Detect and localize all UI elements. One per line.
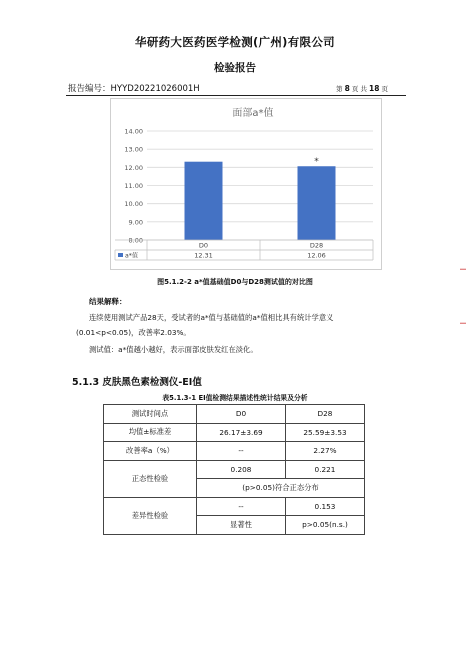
y-tick-label: 9.00 (128, 218, 143, 227)
conclusion-paragraph-1: 连续使用测试产品28天，受试者的a*值与基础值的a*值相比具有统计学意义 (89, 313, 334, 322)
bar-chart (111, 99, 381, 269)
table-cell: -- (197, 442, 286, 461)
table-cell: 26.17±3.69 (197, 423, 286, 442)
table-cell: 差异性检验 (104, 497, 197, 534)
table-cell: 显著性 (197, 516, 286, 535)
data-label: 12.31 (194, 251, 213, 260)
significance-marker: * (314, 157, 319, 168)
table-header-cell: D28 (286, 405, 365, 424)
page-total: 18 (369, 84, 380, 93)
table-row (104, 442, 365, 461)
chart-data-table (115, 240, 373, 260)
figure-caption: 图5.1.2-2 a*值基础值D0与D28测试值的对比图 (157, 278, 313, 286)
y-tick-label: 13.00 (124, 145, 143, 154)
table-cell: 0.208 (197, 460, 286, 479)
y-tick-label: 12.00 (124, 163, 143, 172)
chart-container (110, 98, 382, 270)
document-title: 检验报告 (214, 62, 256, 74)
table-cell: 正态性检验 (104, 460, 197, 497)
header-divider (66, 95, 406, 96)
y-tick-label: 10.00 (124, 200, 143, 209)
y-axis-ticks (124, 128, 143, 245)
page-number: 8 (344, 84, 350, 93)
table-row (104, 405, 365, 424)
table-cell: 均值±标准差 (104, 423, 197, 442)
ei-stats-table (103, 404, 365, 535)
table-cell: p>0.05(n.s.) (286, 516, 365, 535)
page-mid: 页 共 (351, 85, 367, 93)
table-header-cell: 测试时间点 (104, 405, 197, 424)
conclusion-title: 结果解释： (89, 297, 127, 306)
report-number: 报告编号：HYYD20221026001H (68, 84, 200, 94)
table-row (104, 497, 365, 516)
legend-swatch (118, 253, 123, 257)
table-row (104, 423, 365, 442)
table-row (104, 460, 365, 479)
table-caption: 表5.1.3-1 EI值检测结果描述性统计结果及分析 (162, 394, 308, 402)
page-suffix: 页 (381, 85, 389, 93)
table-cell: -- (197, 497, 286, 516)
bar-d0 (185, 162, 223, 240)
data-label: 12.06 (307, 251, 326, 260)
table-header-cell: D0 (197, 405, 286, 424)
conclusion-paragraph-2: 测试值：a*值越小越好，表示面部皮肤发红在淡化。 (89, 345, 258, 354)
table-cell: 25.59±3.53 (286, 423, 365, 442)
x-tick-label: D28 (309, 241, 324, 250)
page-indicator (336, 84, 388, 93)
section-title: 5.1.3 皮肤黑色素检测仪-EI值 (72, 377, 202, 388)
table-cell: 2.27% (286, 442, 365, 461)
table-cell: 0.221 (286, 460, 365, 479)
chart-bars (185, 157, 336, 240)
conclusion-paragraph-1-cont: (0.01<p<0.05)，改善率2.03%。 (76, 328, 191, 337)
y-tick-label: 14.00 (124, 127, 143, 136)
company-name: 华研药大医药医学检测(广州)有限公司 (135, 35, 335, 49)
table-cell: 0.153 (286, 497, 365, 516)
table-cell: (p>0.05)符合正态分布 (197, 479, 365, 498)
y-tick-label: 8.00 (128, 236, 143, 245)
legend-label: a*值 (125, 252, 139, 260)
x-tick-label: D0 (198, 241, 209, 250)
page-prefix: 第 (336, 85, 343, 93)
y-tick-label: 11.00 (124, 182, 143, 190)
chart-title: 面部a*值 (232, 108, 274, 119)
margin-stamp-mark: I (458, 322, 467, 325)
bar-d28 (298, 166, 336, 240)
table-cell: 改善率a（%） (104, 442, 197, 461)
chart-gridlines (147, 131, 373, 240)
margin-stamp-mark: I (458, 268, 467, 271)
